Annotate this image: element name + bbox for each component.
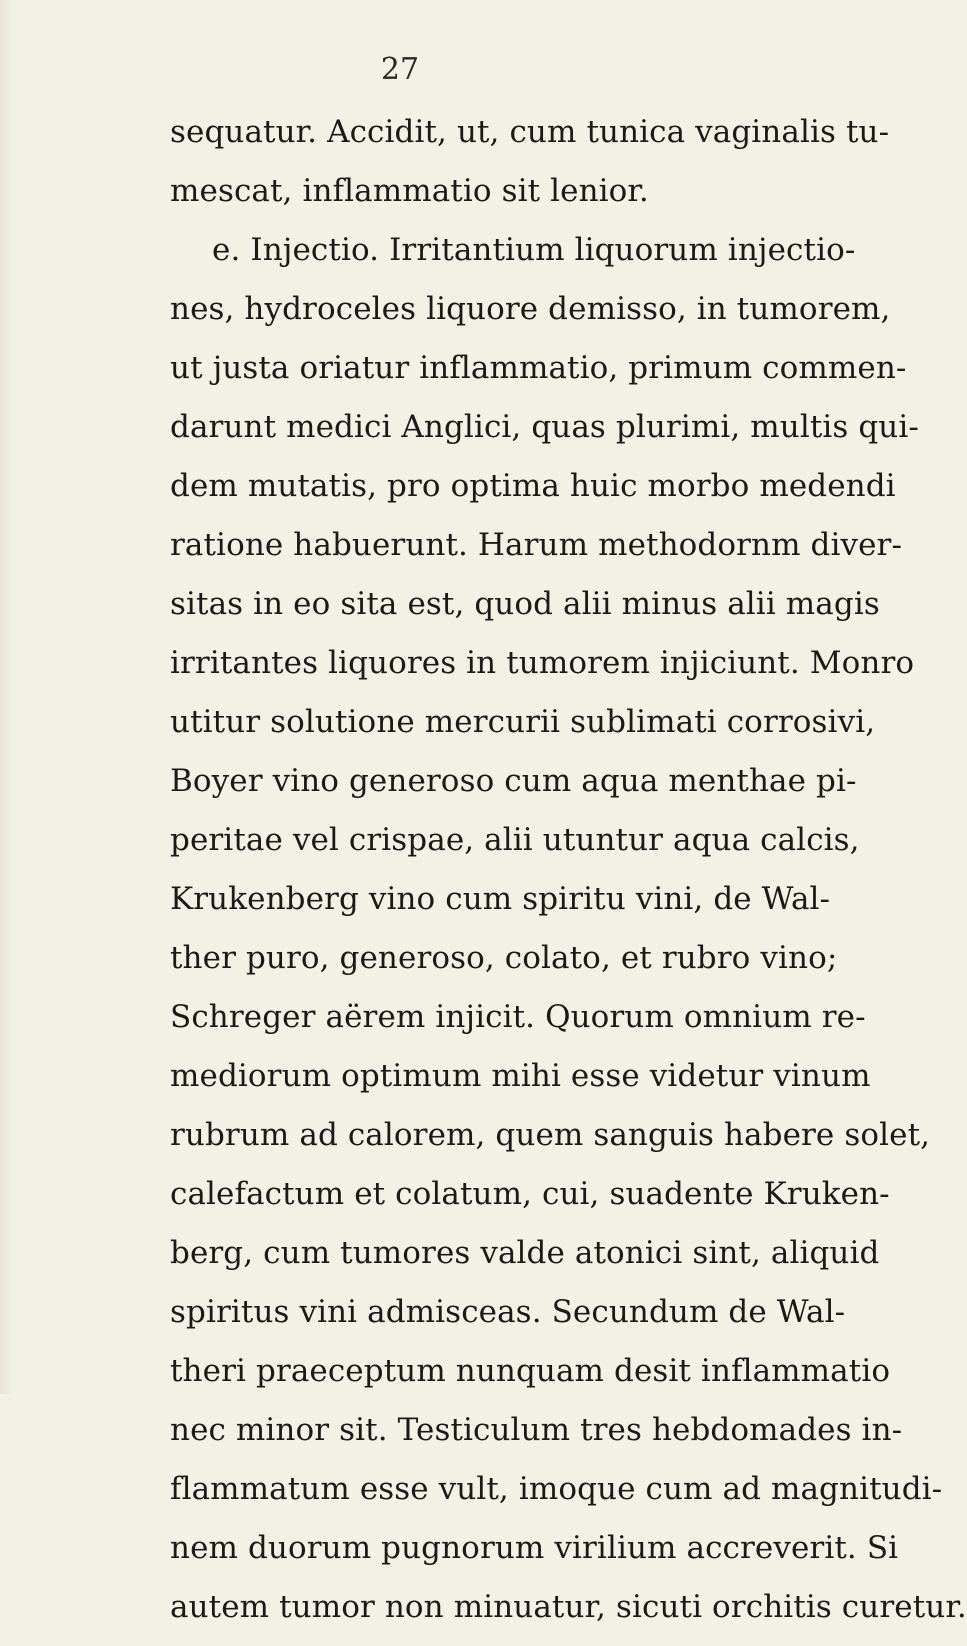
text-line: flammatum esse vult, imoque cum ad magnitudi-: [170, 1471, 943, 1507]
text-line: irritantes liquores in tumorem injiciunt. Monro: [170, 645, 915, 681]
text-line: rubrum ad calorem, quem sanguis habere solet,: [170, 1117, 931, 1153]
text-line: calefactum et colatum, cui, suadente Kruken-: [170, 1176, 890, 1212]
text-line: ther puro, generoso, colato, et rubro vino;: [170, 940, 838, 976]
text-line: ratione habuerunt. Harum methodornm diver-: [170, 527, 903, 563]
text-line: Boyer vino generoso cum aqua menthae pi-: [170, 763, 857, 799]
text-line: theri praeceptum nunquam desit inflammatio: [170, 1353, 891, 1389]
text-line: Schreger aërem injicit. Quorum omnium re-: [170, 999, 866, 1035]
text-line: peritae vel crispae, alii utuntur aqua calcis,: [170, 822, 860, 858]
text-line: nem duorum pugnorum virilium accreverit. Si: [170, 1530, 899, 1566]
text-line: sequatur. Accidit, ut, cum tunica vaginalis tu-: [170, 114, 890, 150]
text-line: utitur solutione mercurii sublimati corrosivi,: [170, 704, 876, 740]
page-number: 27: [380, 52, 420, 87]
page-edge: [0, 0, 14, 1394]
text-line: sitas in eo sita est, quod alii minus alii magis: [170, 586, 880, 622]
body-text: [170, 112, 967, 1646]
text-line: berg, cum tumores valde atonici sint, aliquid: [170, 1235, 880, 1271]
text-line: nes, hydroceles liquore demisso, in tumorem,: [170, 291, 891, 327]
text-line: e. Injectio. Irritantium liquorum injectio-: [212, 232, 856, 268]
text-line: ut justa oriatur inflammatio, primum commen-: [170, 350, 907, 386]
text-line: mescat, inflammatio sit lenior.: [170, 173, 649, 209]
text-line: nec minor sit. Testiculum tres hebdomades in-: [170, 1412, 903, 1448]
text-line: mediorum optimum mihi esse videtur vinum: [170, 1058, 871, 1094]
text-line: autem tumor non minuatur, sicuti orchitis curetur.: [170, 1589, 967, 1625]
text-line: dem mutatis, pro optima huic morbo medendi: [170, 468, 896, 504]
text-line: spiritus vini admisceas. Secundum de Wal-: [170, 1294, 846, 1330]
text-line: Krukenberg vino cum spiritu vini, de Wal-: [170, 881, 831, 917]
text-line: darunt medici Anglici, quas plurimi, multis qui-: [170, 409, 919, 445]
